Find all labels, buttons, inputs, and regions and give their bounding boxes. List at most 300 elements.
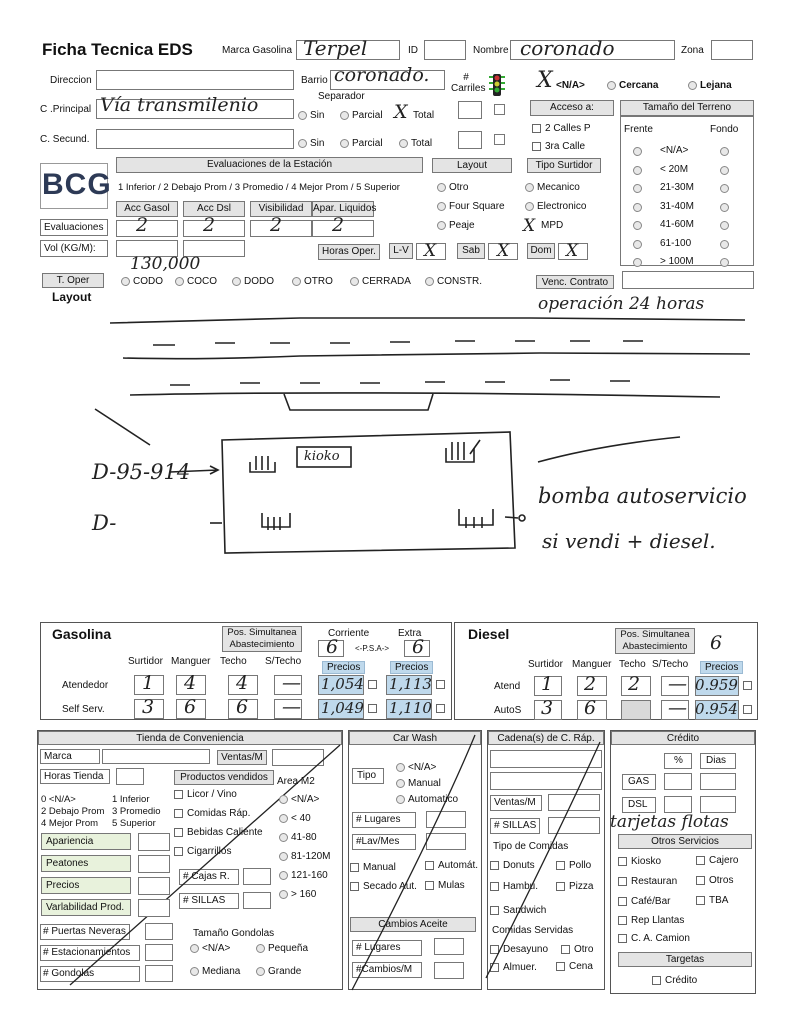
venc-label: Venc. Contrato (536, 275, 614, 289)
gas-price-value: 1,054 (321, 675, 364, 693)
terreno-option-label: > 100M (660, 256, 694, 267)
nombre-label: Nombre (473, 45, 509, 56)
terreno-option-label: <N/A> (660, 145, 689, 156)
cw-secado-check[interactable] (350, 881, 417, 892)
tienda-product-check[interactable] (174, 789, 237, 800)
radio-icon (121, 277, 130, 286)
gond-med-radio[interactable] (190, 966, 240, 977)
ca-lugares-label: # Lugares (356, 942, 401, 953)
gas-value: 3 (142, 696, 155, 718)
dsl-price-value: 0.959 (695, 676, 738, 694)
dsl-col-header: Manguer (572, 659, 612, 670)
kiosko-check[interactable] (618, 856, 661, 867)
gond-med-label: Mediana (202, 966, 241, 977)
dsl-dias-field[interactable] (700, 796, 736, 813)
otro-check[interactable] (561, 944, 593, 955)
layout-option[interactable] (437, 220, 475, 231)
scale-line: 3 Promedio (112, 806, 161, 817)
productos-label: Productos vendidos (174, 770, 274, 785)
gas-value: 4 (236, 672, 249, 694)
radio-icon (232, 277, 241, 286)
price-checkbox[interactable] (436, 704, 445, 713)
cadena-header: Cadena(s) de C. Ráp. (488, 731, 604, 745)
gas-col-header: Surtidor (128, 656, 164, 667)
horas-tienda-label: Horas Tienda (44, 771, 104, 782)
eval-value: 2 (332, 214, 345, 236)
checkbox-icon (174, 809, 183, 818)
fondo-radio-icon[interactable] (720, 203, 729, 212)
radio-icon (279, 871, 288, 880)
radio-icon (190, 944, 199, 953)
almuer-label: Almuer. (503, 962, 537, 973)
scale-line: 5 Superior (112, 818, 156, 829)
radio-icon (350, 277, 359, 286)
dispenser-d2: D- (92, 511, 117, 535)
cad-ventas-label: Ventas/M (494, 797, 536, 808)
tienda-eval-field[interactable] (138, 877, 170, 895)
sillas-field[interactable] (243, 892, 271, 909)
gasolina-title: Gasolina (52, 626, 112, 642)
toper-option[interactable] (292, 276, 333, 287)
dsl-pct-field[interactable] (664, 796, 692, 813)
kiosko-svc-label: Kiosko (631, 856, 662, 867)
checkbox-icon (652, 976, 661, 985)
bomba-note-2: si vendi + diesel. (542, 529, 716, 553)
cajas-label: # Cajas R. (183, 871, 230, 882)
scale-line: 4 Mejor Prom (41, 818, 99, 829)
toper-option[interactable] (175, 276, 217, 287)
dsl-row-label: AutoS (494, 705, 522, 716)
camion-label: C. A. Camion (631, 933, 690, 944)
acceso-header: Acceso a: (530, 100, 614, 116)
checkbox-icon (174, 828, 183, 837)
radio-icon (279, 795, 288, 804)
id-label: ID (408, 45, 418, 56)
dias-label: Dias (706, 755, 727, 766)
neveras-field[interactable] (145, 923, 173, 940)
servidas-label: Comidas Servidas (492, 925, 574, 936)
fondo-label: Fondo (710, 124, 739, 135)
diesel-title: Diesel (468, 626, 510, 642)
extra-label: Extra (398, 628, 422, 639)
tienda-product-label: Licor / Vino (187, 789, 237, 800)
frente-radio-icon[interactable] (633, 184, 642, 193)
checkbox-icon (696, 896, 705, 905)
dsl-col-header: Techo (619, 659, 646, 670)
layout-option-label: Otro (449, 182, 469, 193)
checkbox-icon (618, 857, 627, 866)
eval-value: 2 (136, 214, 149, 236)
frente-radio-icon[interactable] (633, 240, 642, 249)
cercana-label: Cercana (619, 80, 659, 91)
tienda-product-check[interactable] (174, 846, 231, 857)
kiosko-label: kioko (304, 449, 340, 464)
price-checkbox[interactable] (368, 680, 377, 689)
almuer-check[interactable] (490, 962, 537, 973)
gas-col-header: Precios (390, 661, 433, 674)
restauran-check[interactable] (618, 876, 677, 887)
csecund-label: C. Secund. (40, 134, 90, 145)
cajas-field[interactable] (243, 868, 271, 885)
donuts-label: Donuts (503, 860, 535, 871)
surtidor-option[interactable] (525, 220, 563, 231)
donuts-check[interactable] (490, 860, 535, 871)
marca-value: Terpel (303, 36, 368, 60)
checkbox-icon (556, 861, 565, 870)
toper-option-label: COCO (187, 276, 217, 287)
checkbox-icon (696, 876, 705, 885)
pizza-label: Pizza (569, 881, 594, 892)
dispenser-d1: D-95-914 (92, 460, 191, 484)
cw-lugares-field[interactable] (426, 811, 466, 828)
eval-col-header: Apar. Liquidos (312, 201, 374, 217)
ventas-field[interactable] (272, 749, 324, 766)
cw-manual-label: Manual (363, 862, 396, 873)
sandwich-check[interactable] (490, 905, 546, 916)
surtidor-header: Tipo Surtidor (527, 158, 601, 173)
gas-value: — (282, 672, 301, 694)
radio-icon (425, 277, 434, 286)
checkbox-icon (556, 882, 565, 891)
calles2-label: 2 Calles P (545, 123, 591, 134)
estac-label: # Estacionamientos (43, 947, 131, 958)
surtidor-option[interactable] (525, 201, 586, 212)
gas-value: 4 (184, 672, 197, 694)
eval-col-header: Acc Gasol (116, 201, 178, 217)
nombre-value: coronado (520, 36, 615, 60)
cred-check[interactable] (652, 975, 697, 986)
tienda-area-radio[interactable] (279, 870, 328, 881)
fondo-radio-icon[interactable] (720, 166, 729, 175)
radio-icon (396, 763, 405, 772)
gondolas-label: # Gondolas (43, 968, 95, 979)
surtidor-option-label: Mecanico (537, 182, 580, 193)
tba-check[interactable] (696, 895, 728, 906)
marca-label: Marca Gasolina (222, 45, 293, 56)
cadena-field-2[interactable] (490, 772, 602, 790)
eval-col-header: Acc Dsl (183, 201, 245, 217)
diesel-pos-label: Pos. Simultanea Abastecimiento (615, 628, 695, 654)
dsl-value: 3 (541, 697, 554, 719)
gas-col-header: Precios (322, 661, 365, 674)
llantas-check[interactable] (618, 915, 684, 926)
fondo-radio-icon[interactable] (720, 184, 729, 193)
carwash-option[interactable] (396, 778, 441, 789)
eval-scale: 1 Inferior / 2 Debajo Prom / 3 Promedio / 4 Mejor Prom / 5 Superior (118, 182, 400, 193)
surtidor-option-label: MPD (541, 220, 564, 231)
tienda-area-radio[interactable] (279, 794, 319, 805)
scale-line: 1 Inferior (112, 794, 150, 805)
cad-tipo-label: Tipo de Comidas (493, 841, 569, 852)
tienda-eval-label: Precios (46, 880, 80, 891)
terreno-option-label: 41-60M (660, 219, 694, 230)
fondo-radio-icon[interactable] (720, 240, 729, 249)
price-checkbox[interactable] (368, 704, 377, 713)
pizza-check[interactable] (556, 881, 593, 892)
cad-sillas-label: # SILLAS (494, 820, 537, 831)
checkbox-icon (618, 934, 627, 943)
carwash-option-label: Automatico (408, 794, 459, 805)
surtidor-option[interactable] (525, 182, 580, 193)
na-label: <N/A> (556, 80, 585, 91)
ca-mes-field[interactable] (434, 962, 464, 979)
carwash-option[interactable] (396, 762, 436, 773)
toper-option[interactable] (121, 276, 163, 287)
tienda-eval-label: Varlabilidad Prod. (46, 902, 125, 913)
toper-option[interactable] (350, 276, 411, 287)
estac-field[interactable] (145, 944, 173, 961)
carwash-option[interactable] (396, 794, 458, 805)
gas-price-value: 1,049 (321, 699, 364, 717)
frente-radio-icon[interactable] (633, 166, 642, 175)
tienda-header: Tienda de Conveniencia (38, 731, 342, 745)
frente-radio-icon[interactable] (633, 221, 642, 230)
dom-label: Dom (527, 243, 555, 259)
radio-icon (279, 852, 288, 861)
cred-label: Crédito (665, 975, 698, 986)
bcg-logo-text: BCG (42, 168, 112, 201)
dom-mark: X (566, 241, 579, 261)
tienda-product-check[interactable] (174, 827, 263, 838)
gas-pos-label: Pos. Simultanea Abastecimiento (222, 626, 302, 652)
dsl-col-header: Precios (700, 661, 743, 674)
radio-icon (256, 944, 265, 953)
cw-mulas-label: Mulas (438, 880, 465, 891)
sin-label: Sin (310, 110, 325, 121)
tienda-area-radio[interactable] (279, 889, 316, 900)
ventas-label: Ventas/M (217, 750, 267, 765)
tienda-area-radio[interactable] (279, 851, 330, 862)
gond-na-label: <N/A> (202, 943, 231, 954)
pollo-label: Pollo (569, 860, 592, 871)
sandwich-label: Sandwich (503, 905, 547, 916)
dsl-value: — (668, 673, 687, 695)
fondo-radio-icon[interactable] (720, 221, 729, 230)
gas-value: 6 (184, 696, 197, 718)
otros-check[interactable] (696, 875, 733, 886)
price-checkbox[interactable] (436, 680, 445, 689)
tba-label: TBA (709, 895, 729, 906)
cad-sillas-field[interactable] (548, 817, 600, 834)
toper-option-label: DODO (244, 276, 274, 287)
camion-check[interactable] (618, 933, 690, 944)
checkbox-icon (556, 962, 565, 971)
eval-value: 2 (203, 214, 216, 236)
tienda-area-radio[interactable] (279, 813, 311, 824)
credito-header: Crédito (611, 731, 755, 745)
radio-icon (437, 183, 446, 192)
cw-autom-check[interactable] (425, 860, 478, 871)
toper-option-label: CODO (133, 276, 163, 287)
tienda-product-label: Bebidas Caliente (187, 827, 263, 838)
radio-icon (525, 183, 534, 192)
barrio-value: coronado. (334, 64, 430, 86)
toper-option-label: CERRADA (362, 276, 411, 287)
evaluaciones-label: Evaluaciones (44, 222, 104, 233)
gond-peq-label: Pequeña (268, 943, 309, 954)
gas-label: GAS (628, 776, 650, 787)
sab-label: Sab (457, 243, 485, 259)
desayuno-check[interactable] (490, 944, 548, 955)
lejana-label: Lejana (700, 80, 732, 91)
toper-label: T. Oper (42, 273, 104, 288)
layout-option[interactable] (437, 182, 468, 193)
psa-label: <-P.S.A-> (355, 644, 390, 653)
toper-option[interactable] (425, 276, 482, 287)
frente-radio-icon[interactable] (633, 203, 642, 212)
checkbox-icon (490, 906, 499, 915)
dsl-value: 6 (584, 697, 597, 719)
tienda-marca-field[interactable] (102, 749, 210, 764)
corriente-pos-value: 6 (326, 636, 339, 658)
radio-icon (256, 967, 265, 976)
eval-value: 2 (270, 214, 283, 236)
gond-na-radio[interactable] (190, 943, 230, 954)
gas-price-value: 1,113 (389, 675, 432, 693)
checkbox-icon (350, 863, 359, 872)
layout-drawing-title: Layout (52, 290, 92, 304)
cw-autom-label: Automát. (438, 860, 479, 871)
carwash-option-label: Manual (408, 778, 441, 789)
price-checkbox[interactable] (743, 705, 752, 714)
tienda-area-label: 81-120M (291, 851, 331, 862)
toper-option[interactable] (232, 276, 274, 287)
cafe-check[interactable] (618, 896, 670, 907)
price-checkbox[interactable] (743, 681, 752, 690)
na-check-mark: X (537, 68, 553, 93)
gas-value: 6 (236, 696, 249, 718)
area-label: Area M2 (277, 776, 315, 787)
sin-label: Sin (310, 138, 325, 149)
checkbox-icon (350, 882, 359, 891)
parcial-label: Parcial (352, 110, 383, 121)
gond-gra-radio[interactable] (256, 966, 301, 977)
zona-label: Zona (681, 45, 704, 56)
toper-option-label: OTRO (304, 276, 333, 287)
gas-dias-field[interactable] (700, 773, 736, 790)
checkbox-icon (561, 945, 570, 954)
layout-header: Layout (432, 158, 512, 173)
tienda-area-label: > 160 (291, 889, 317, 900)
gas-value: — (282, 696, 301, 718)
otros-header: Otros Servicios (618, 834, 752, 849)
tienda-eval-field[interactable] (138, 855, 170, 873)
radio-icon (396, 795, 405, 804)
cafe-label: Café/Bar (631, 896, 671, 907)
carwash-header: Car Wash (349, 731, 481, 745)
cambios-header: Cambios Aceite (350, 917, 476, 932)
gas-pct-field[interactable] (664, 773, 692, 790)
calle3-label: 3ra Calle (545, 141, 586, 152)
lv-mark: X (424, 241, 437, 261)
cw-lavmes-field[interactable] (426, 833, 466, 850)
hamb-check[interactable] (490, 881, 538, 892)
tienda-eval-field[interactable] (138, 833, 170, 851)
gondolas-field[interactable] (145, 965, 173, 982)
surtidor-option-label: Electronico (537, 201, 587, 212)
checkbox-icon (425, 861, 434, 870)
fondo-radio-icon[interactable] (720, 147, 729, 156)
diesel-pos-value: 6 (710, 632, 723, 654)
cp-total-label: Total (413, 110, 435, 121)
tienda-area-label: < 40 (291, 813, 311, 824)
dsl-value: 1 (541, 673, 554, 695)
checkbox-icon (490, 963, 499, 972)
ca-lugares-field[interactable] (434, 938, 464, 955)
radio-icon (175, 277, 184, 286)
horas-tienda-field[interactable] (116, 768, 144, 785)
radio-icon (437, 202, 446, 211)
cw-manual-check[interactable] (350, 862, 396, 873)
tienda-eval-label: Apariencia (46, 836, 94, 847)
cadena-field-1[interactable] (490, 750, 602, 768)
tienda-area-label: 41-80 (291, 832, 317, 843)
frente-radio-icon[interactable] (633, 258, 642, 267)
tienda-area-label: <N/A> (291, 794, 320, 805)
vol-value: 130,000 (130, 254, 201, 274)
tienda-area-radio[interactable] (279, 832, 317, 843)
radio-icon (437, 221, 446, 230)
tienda-eval-label: Peatones (46, 858, 89, 869)
checkbox-icon (618, 916, 627, 925)
carriles-label: # Carriles (451, 72, 486, 94)
cena-check[interactable] (556, 961, 593, 972)
layout-option[interactable] (437, 201, 505, 212)
toper-option-label: CONSTR. (437, 276, 482, 287)
credito-note: tarjetas flotas (610, 812, 729, 832)
parcial-label: Parcial (352, 138, 383, 149)
cajero-check[interactable] (696, 855, 738, 866)
tienda-product-check[interactable] (174, 808, 250, 819)
eval-col-header: Visibilidad (250, 201, 312, 217)
cw-mulas-check[interactable] (425, 880, 465, 891)
tienda-marca: Marca (44, 751, 72, 762)
tienda-product-label: Comidas Ráp. (187, 808, 251, 819)
separador-label: Separador (318, 91, 365, 102)
dsl-value: 2 (584, 673, 597, 695)
bomba-note-1: bomba autoservicio (538, 484, 747, 508)
pollo-check[interactable] (556, 860, 591, 871)
dsl-value: — (668, 697, 687, 719)
pct-label: % (674, 755, 683, 766)
terreno-option-label: 21-30M (660, 182, 694, 193)
gas-row-label: Atendedor (62, 680, 109, 691)
frente-label: Frente (624, 124, 653, 135)
total-label: Total (411, 138, 433, 149)
dsl-field[interactable] (621, 700, 651, 720)
fondo-radio-icon[interactable] (720, 258, 729, 267)
tienda-sillas-label: # SILLAS (183, 895, 226, 906)
checkbox-icon (174, 847, 183, 856)
tienda-eval-field[interactable] (138, 899, 170, 917)
gas-row-label: Self Serv. (62, 704, 105, 715)
frente-radio-icon[interactable] (633, 147, 642, 156)
gond-peq-radio[interactable] (256, 943, 308, 954)
cad-ventas-field[interactable] (548, 794, 600, 811)
dsl-value: 2 (628, 673, 641, 695)
cajero-label: Cajero (709, 855, 739, 866)
dsl-price-value: 0.954 (695, 700, 738, 718)
dsl-col-header: Surtidor (528, 659, 564, 670)
form-title: Ficha Tecnica EDS (42, 40, 193, 59)
radio-icon (190, 967, 199, 976)
otro-label: Otro (574, 944, 594, 955)
cp-total-mark: X (394, 101, 408, 123)
cw-secado-label: Secado Aut. (363, 881, 417, 892)
checkbox-icon (425, 881, 434, 890)
eval-header: Evaluaciones de la Estación (116, 157, 423, 173)
sab-mark: X (497, 241, 510, 261)
